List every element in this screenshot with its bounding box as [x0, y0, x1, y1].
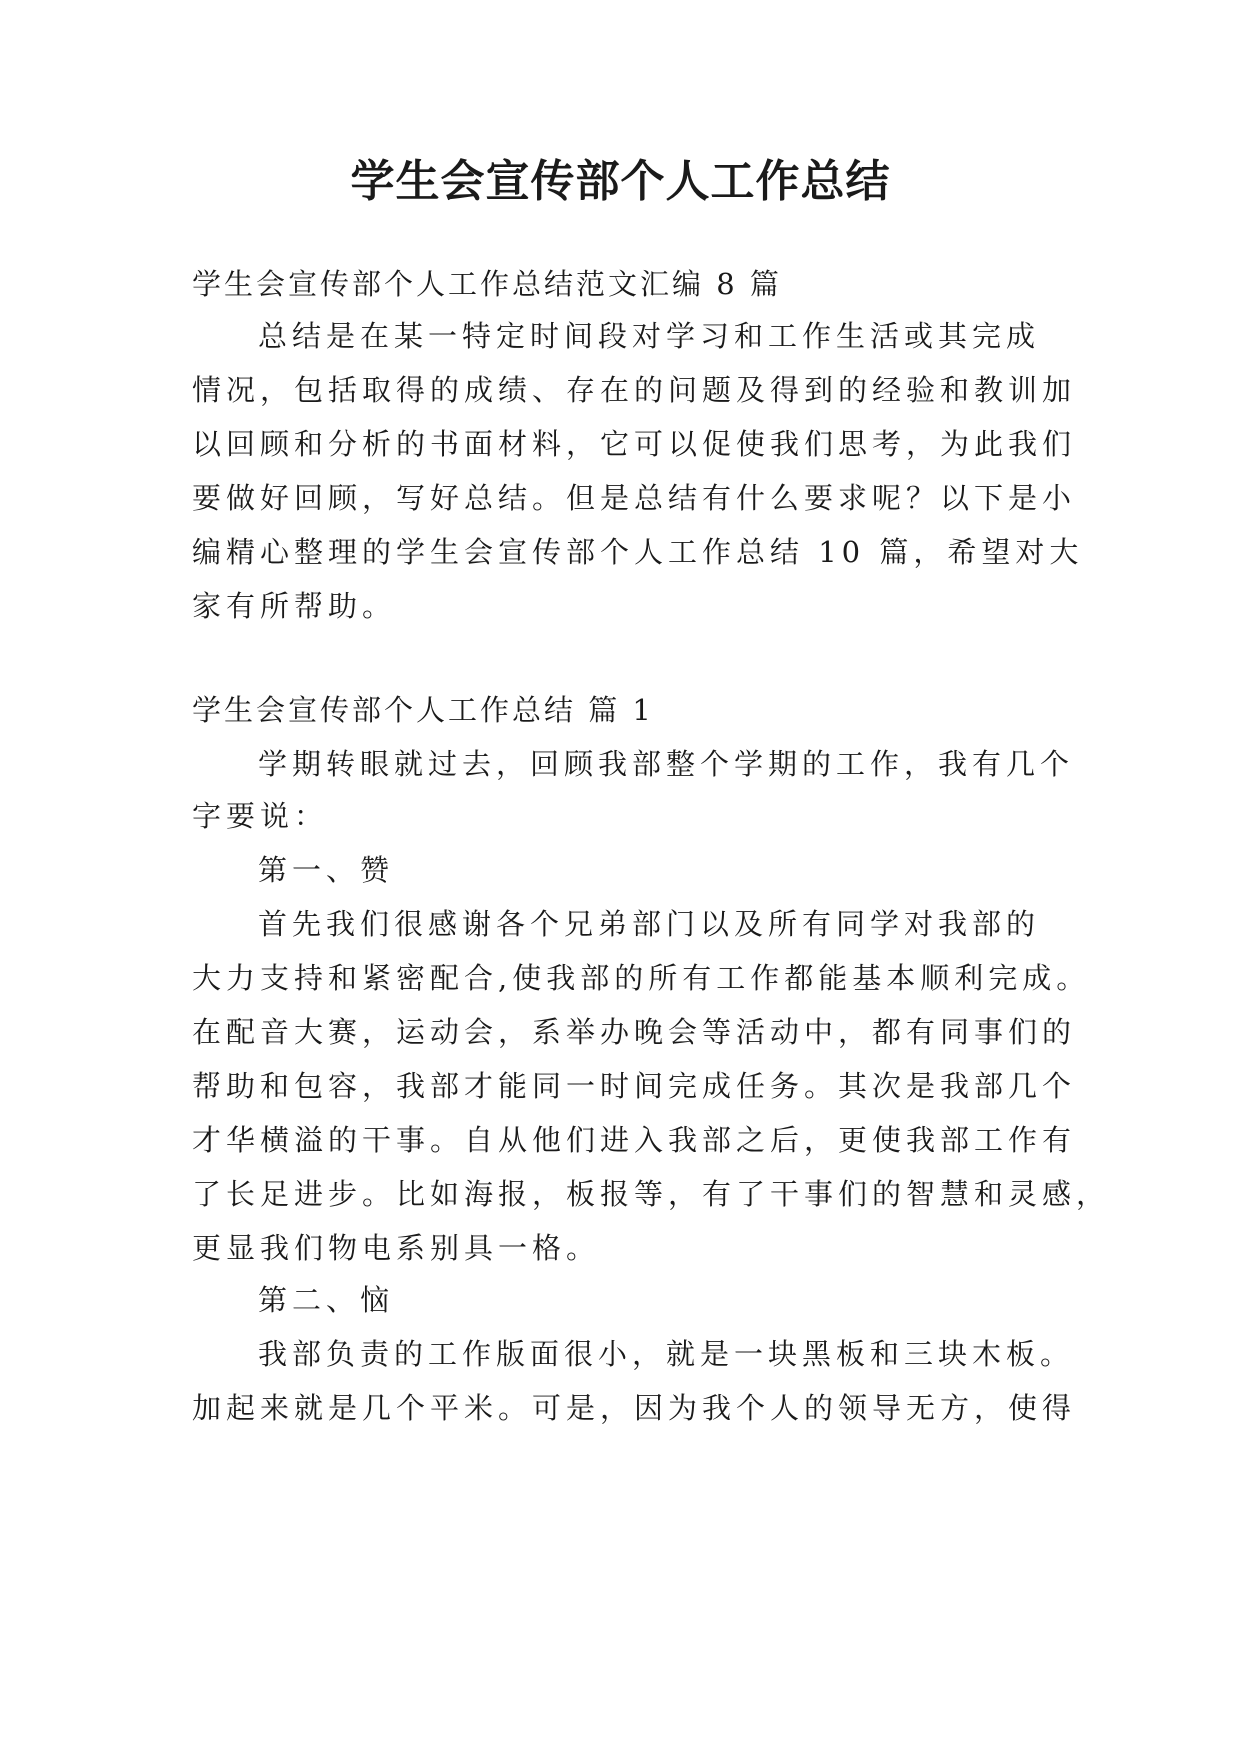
- subsection-heading: 第一、赞: [258, 853, 395, 887]
- paragraph-line: 首先我们很感谢各个兄弟部门以及所有同学对我部的: [258, 907, 1041, 941]
- paragraph-line: 我部负责的工作版面很小，就是一块黑板和三块木板。: [258, 1337, 1075, 1371]
- paragraph-line: 字要说：: [192, 799, 329, 833]
- paragraph-line: 帮助和包容，我部才能同一时间完成任务。其次是我部几个: [192, 1069, 1077, 1103]
- paragraph-line: 以回顾和分析的书面材料，它可以促使我们思考，为此我们: [192, 427, 1077, 461]
- page-title: 学生会宣传部个人工作总结: [350, 156, 891, 207]
- paragraph-line: 编精心整理的学生会宣传部个人工作总结 10 篇，希望对大: [192, 535, 1084, 569]
- paragraph-line: 学期转眼就过去，回顾我部整个学期的工作，我有几个: [258, 747, 1075, 781]
- paragraph-line: 大力支持和紧密配合,使我部的所有工作都能基本顺利完成。: [192, 961, 1091, 995]
- paragraph-line: 家有所帮助。: [192, 589, 397, 623]
- subsection-heading: 第二、恼: [258, 1283, 395, 1317]
- subtitle-line: 学生会宣传部个人工作总结范文汇编 8 篇: [192, 267, 782, 301]
- paragraph-line: 了长足进步。比如海报，板报等，有了干事们的智慧和灵感，: [192, 1177, 1111, 1211]
- paragraph-line: 加起来就是几个平米。可是，因为我个人的领导无方，使得: [192, 1391, 1077, 1425]
- section-heading: 学生会宣传部个人工作总结 篇 1: [192, 693, 654, 727]
- paragraph-line: 更显我们物电系别具一格。: [192, 1231, 601, 1265]
- paragraph-line: 要做好回顾，写好总结。但是总结有什么要求呢？以下是小: [192, 481, 1077, 515]
- paragraph-line: 情况，包括取得的成绩、存在的问题及得到的经验和教训加: [192, 373, 1077, 407]
- paragraph-line: 在配音大赛，运动会，系举办晚会等活动中，都有同事们的: [192, 1015, 1077, 1049]
- paragraph-line: 总结是在某一特定时间段对学习和工作生活或其完成: [258, 319, 1041, 353]
- paragraph-line: 才华横溢的干事。自从他们进入我部之后，更使我部工作有: [192, 1123, 1077, 1157]
